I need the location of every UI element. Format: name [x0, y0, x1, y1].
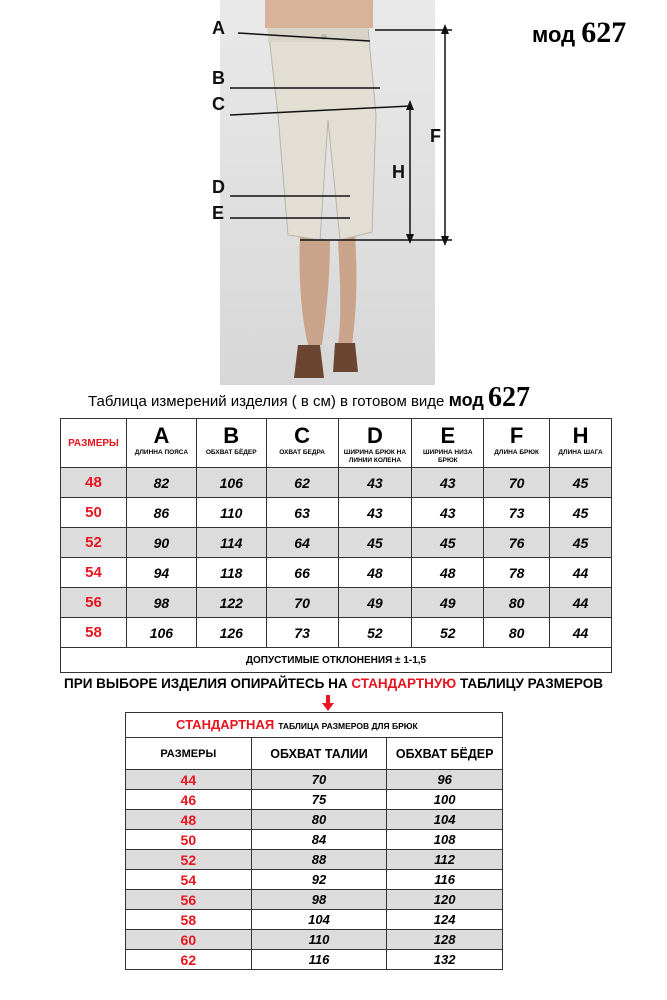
product-photo	[190, 0, 480, 385]
col-e-name: ШИРИНА НИЗА БРЮК	[423, 449, 473, 464]
down-arrow-icon	[322, 695, 334, 711]
standard-hips-cell: 104	[387, 810, 503, 830]
col-h-name: ДЛИНА ШАГА	[558, 449, 603, 456]
standard-hips-cell: 112	[387, 850, 503, 870]
measure-table-body	[61, 468, 612, 648]
standard-table-body	[126, 770, 503, 970]
measure-value-cell: 45	[550, 468, 612, 498]
standard-size-cell: 62	[126, 950, 252, 970]
measure-value-cell: 45	[412, 528, 484, 558]
measure-size-cell: 56	[61, 588, 127, 618]
standard-waist-cell: 88	[251, 850, 387, 870]
label-c: C	[212, 94, 225, 114]
measure-row	[61, 588, 612, 618]
col-d-name: ШИРИНА БРЮК НА ЛИНИИ КОЛЕНА	[343, 449, 407, 464]
left-sandal	[294, 345, 324, 378]
label-f: F	[430, 126, 441, 146]
standard-title-row	[126, 713, 503, 738]
label-d: D	[212, 177, 225, 197]
standard-title-rest: ТАБЛИЦА РАЗМЕРОВ ДЛЯ БРЮК	[278, 721, 418, 731]
measure-value-cell: 122	[196, 588, 266, 618]
measure-size-cell: 52	[61, 528, 127, 558]
standard-waist-cell: 75	[251, 790, 387, 810]
col-b-header	[196, 419, 266, 468]
measure-value-cell: 90	[126, 528, 196, 558]
measure-value-cell: 44	[550, 558, 612, 588]
measure-header-row	[61, 419, 612, 468]
measure-value-cell: 43	[338, 468, 412, 498]
measure-value-cell: 73	[484, 498, 550, 528]
label-a: A	[212, 18, 225, 38]
standard-row	[126, 810, 503, 830]
measure-size-cell: 54	[61, 558, 127, 588]
measure-row	[61, 468, 612, 498]
advice-highlight: СТАНДАРТНУЮ	[351, 676, 457, 691]
measure-value-cell: 73	[266, 618, 338, 648]
measure-value-cell: 82	[126, 468, 196, 498]
torso	[265, 0, 373, 28]
measure-value-cell: 106	[126, 618, 196, 648]
measure-size-cell: 48	[61, 468, 127, 498]
measure-value-cell: 70	[484, 468, 550, 498]
model-prefix: мод	[532, 22, 576, 47]
measure-value-cell: 63	[266, 498, 338, 528]
label-h: H	[392, 162, 405, 182]
standard-header-row	[126, 738, 503, 770]
col-c-letter: C	[294, 423, 311, 448]
standard-size-header: РАЗМЕРЫ	[126, 738, 252, 770]
standard-hips-cell: 96	[387, 770, 503, 790]
standard-waist-cell: 70	[251, 770, 387, 790]
standard-hips-cell: 120	[387, 890, 503, 910]
standard-hips-cell: 132	[387, 950, 503, 970]
standard-row	[126, 830, 503, 850]
standard-row	[126, 910, 503, 930]
measure-value-cell: 70	[266, 588, 338, 618]
measure-value-cell: 45	[550, 528, 612, 558]
measure-value-cell: 43	[412, 468, 484, 498]
measure-footer-row	[61, 648, 612, 673]
standard-size-cell: 52	[126, 850, 252, 870]
measure-row	[61, 618, 612, 648]
measure-value-cell: 80	[484, 588, 550, 618]
caption-mod: мод	[448, 390, 484, 410]
col-e-letter: E	[440, 423, 456, 448]
measure-row	[61, 558, 612, 588]
measure-value-cell: 48	[412, 558, 484, 588]
measure-value-cell: 43	[338, 498, 412, 528]
standard-waist-cell: 92	[251, 870, 387, 890]
size-advice	[0, 676, 667, 691]
col-a-letter: A	[153, 423, 170, 448]
caption-text: Таблица измерений изделия ( в см) в готовом виде	[88, 393, 445, 410]
standard-row	[126, 850, 503, 870]
advice-before: ПРИ ВЫБОРЕ ИЗДЕЛИЯ ОПИРАЙТЕСЬ НА	[63, 676, 352, 691]
measure-value-cell: 66	[266, 558, 338, 588]
standard-hips-cell: 116	[387, 870, 503, 890]
col-h-header	[550, 419, 612, 468]
standard-waist-cell: 110	[251, 930, 387, 950]
standard-size-cell: 60	[126, 930, 252, 950]
measure-size-cell: 50	[61, 498, 127, 528]
standard-size-cell: 44	[126, 770, 252, 790]
measure-value-cell: 64	[266, 528, 338, 558]
measure-value-cell: 94	[126, 558, 196, 588]
standard-size-cell: 50	[126, 830, 252, 850]
measure-value-cell: 98	[126, 588, 196, 618]
standard-waist-cell: 98	[251, 890, 387, 910]
standard-size-cell: 46	[126, 790, 252, 810]
col-f-header	[484, 419, 550, 468]
measure-value-cell: 43	[412, 498, 484, 528]
measure-row	[61, 528, 612, 558]
standard-row	[126, 890, 503, 910]
standard-size-table	[125, 712, 503, 970]
measure-table-caption	[88, 382, 530, 414]
measure-value-cell: 62	[266, 468, 338, 498]
col-f-letter: F	[509, 423, 524, 448]
standard-size-cell: 56	[126, 890, 252, 910]
model-number: 627	[581, 16, 627, 49]
col-b-name: ОБХВАТ БЁДЕР	[205, 449, 257, 456]
measure-value-cell: 80	[484, 618, 550, 648]
label-e: E	[212, 203, 225, 223]
standard-waist-cell: 84	[251, 830, 387, 850]
advice-after: ТАБЛИЦУ РАЗМЕРОВ	[456, 676, 604, 691]
caption-model-number: 627	[488, 382, 531, 413]
measure-value-cell: 45	[338, 528, 412, 558]
measure-value-cell: 78	[484, 558, 550, 588]
standard-hips-cell: 124	[387, 910, 503, 930]
standard-waist-cell: 80	[251, 810, 387, 830]
measure-value-cell: 126	[196, 618, 266, 648]
col-f-name: ДЛИНА БРЮК	[494, 449, 540, 456]
col-c-header	[266, 419, 338, 468]
standard-hips-cell: 100	[387, 790, 503, 810]
measure-value-cell: 110	[196, 498, 266, 528]
size-header: РАЗМЕРЫ	[61, 419, 127, 468]
col-e-header	[412, 419, 484, 468]
standard-hips-cell: 108	[387, 830, 503, 850]
col-c-name: ОХВАТ БЕДРА	[279, 449, 325, 456]
standard-title-highlight: СТАНДАРТНАЯ	[176, 717, 275, 732]
measure-table	[60, 418, 612, 673]
measure-value-cell: 49	[412, 588, 484, 618]
measure-value-cell: 49	[338, 588, 412, 618]
measure-value-cell: 44	[550, 588, 612, 618]
col-h-letter: H	[572, 423, 589, 448]
tolerance-note: ДОПУСТИМЫЕ ОТКЛОНЕНИЯ ± 1-1,5	[61, 648, 612, 673]
standard-row	[126, 950, 503, 970]
measure-value-cell: 106	[196, 468, 266, 498]
measure-value-cell: 52	[338, 618, 412, 648]
standard-waist-header: ОБХВАТ ТАЛИИ	[251, 738, 387, 770]
measure-size-cell: 58	[61, 618, 127, 648]
col-a-name: ДЛИННА ПОЯСА	[134, 449, 189, 456]
measure-value-cell: 114	[196, 528, 266, 558]
measure-value-cell: 45	[550, 498, 612, 528]
col-d-header	[338, 419, 412, 468]
button	[321, 34, 327, 40]
standard-waist-cell: 104	[251, 910, 387, 930]
measure-value-cell: 118	[196, 558, 266, 588]
standard-size-cell: 48	[126, 810, 252, 830]
standard-row	[126, 770, 503, 790]
standard-size-cell: 58	[126, 910, 252, 930]
standard-waist-cell: 116	[251, 950, 387, 970]
standard-title	[126, 713, 503, 738]
standard-row	[126, 870, 503, 890]
standard-size-cell: 54	[126, 870, 252, 890]
standard-hips-cell: 128	[387, 930, 503, 950]
measure-value-cell: 48	[338, 558, 412, 588]
standard-row	[126, 930, 503, 950]
measure-value-cell: 76	[484, 528, 550, 558]
col-d-letter: D	[366, 423, 383, 448]
model-badge	[532, 16, 626, 50]
measure-value-cell: 44	[550, 618, 612, 648]
measure-value-cell: 52	[412, 618, 484, 648]
col-b-letter: B	[223, 423, 240, 448]
standard-hips-header: ОБХВАТ БЁДЕР	[387, 738, 503, 770]
right-sandal	[333, 343, 358, 372]
measure-row	[61, 498, 612, 528]
label-b: B	[212, 68, 225, 88]
right-leg	[338, 235, 356, 345]
col-a-header	[126, 419, 196, 468]
standard-row	[126, 790, 503, 810]
measure-value-cell: 86	[126, 498, 196, 528]
